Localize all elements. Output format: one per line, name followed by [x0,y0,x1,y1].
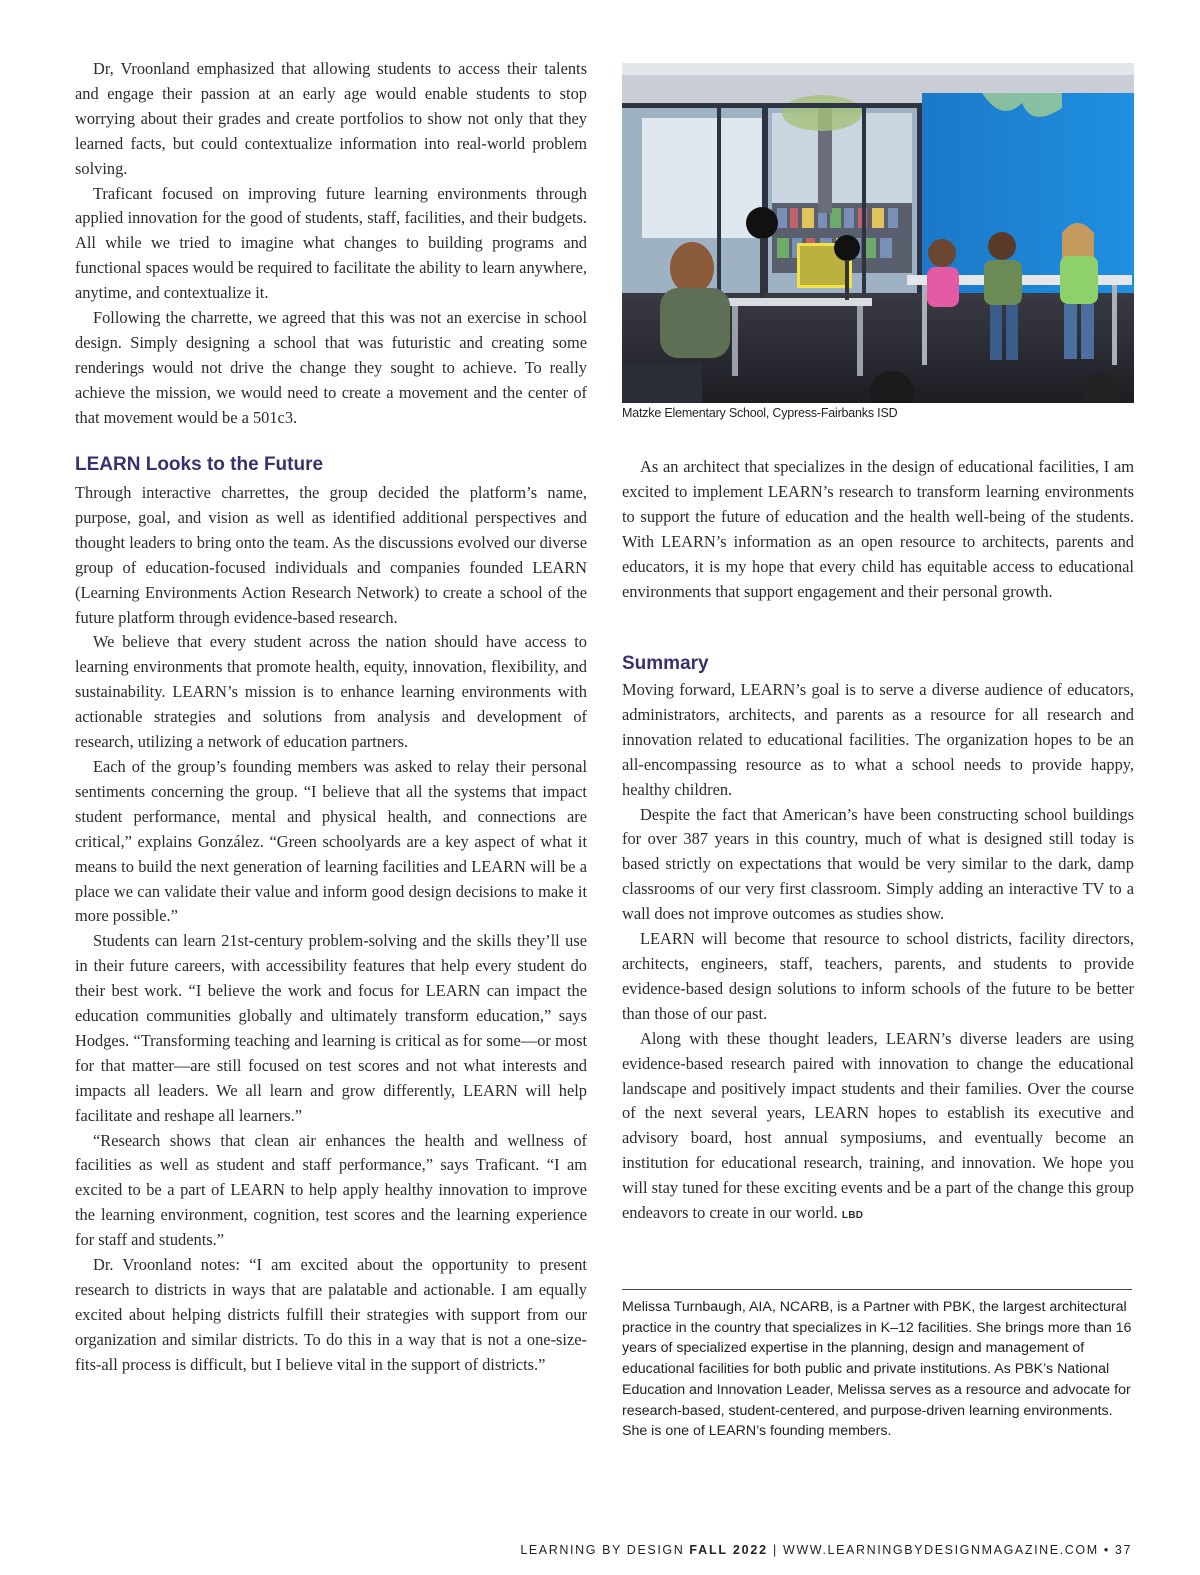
architect-paragraph: As an architect that specializes in the design of educational facilities, I am excited to implement LEARN’s research to transform learning environments to support the future of education and the health well-being of the students. With LEARN’s information as an open resource to architects, parents and educators, it is my hope that every child has equitable access to educational environments that support engagement and their personal growth. [622,457,1134,601]
footer-bullet: • [1103,1543,1110,1557]
section-paragraph: Through interactive charrettes, the group decided the platform’s name, purpose, goal, and vision as well as identified additional perspectives and thought leaders to bring onto the team. As the discussions evolved our diverse group of education-focused individuals and companies founded LEARN (Learning Environments Action Research Network) to create a school of the future platform through evidence-based research. [75,483,587,627]
section-paragraph: We believe that every student across the nation should have access to learning environments that promote health, equity, innovation, flexibility, and sustainability. LEARN’s mission is to enhance learning environments with actionable strategies and solutions from analysis and development of research, utilizing a network of education partners. [75,632,587,752]
photo-caption: Matzke Elementary School, Cypress-Fairbanks ISD [622,406,898,420]
left-section [75,453,587,1378]
author-bio: Melissa Turnbaugh, AIA, NCARB, is a Partner with PBK, the largest architectural practice in the country that specializes in K–12 facilities. She brings more than 16 years of specialized expertise in the planning, design and management of educational facilities for both public and private institutions. As PBK’s National Education and Innovation Leader, Melissa serves as a resource and advocate for research-based, student-centered, and purpose-driven learning environments. She is one of LEARN’s founding members. [622,1299,1132,1440]
page-number: 37 [1114,1543,1132,1557]
section-heading: LEARN Looks to the Future [75,454,324,475]
lbd-end-mark: LBD [841,1210,864,1222]
footer-publication: LEARNING BY DESIGN [520,1543,685,1557]
closing-paragraph-text: Along with these thought leaders, LEARN’s diverse leaders are using evidence-based research paired with innovation to change the educational landscape and positively impact students and their families. Over the course of the next several years, LEARN hopes to establish its executive and advisory board, host annual symposiums, and eventually become an institution for educational research, training, and innovation. We hope you will stay tuned for these exciting events and be a part of the change this group endeavors to create in our world. [622,1028,1134,1223]
intro-paragraph: Traficant focused on improving future learning environments through applied innovation for the good of students, staff, facilities, and their budgets. All while we tried to imagine what changes to building programs and functional spaces would be required to facilitate the ability to learn anywhere, anytime, and contextualize it. [75,183,587,303]
section-paragraph: “Research shows that clean air enhances the health and wellness of facilities as well as student and staff performance,” says Traficant. “I am excited to be a part of LEARN to help apply healthy innovation to improve the learning environment, cognition, test scores and the learning experience for staff and students.” [75,1130,587,1250]
left-column [75,57,587,431]
classroom-photo [622,63,1134,403]
section-paragraph: Dr. Vroonland notes: “I am excited about the opportunity to present research to districts in ways that are palatable and actionable. I am equally excited about helping districts fulfill their strategies with support from our organization and similar districts. To do this in a way that is not a one-size-fits-all process is difficult, but I believe vital in the support of districts.” [75,1255,587,1374]
section-paragraph: Each of the group’s founding members was asked to relay their personal sentiments concerning the group. “I believe that all the systems that impact student performance, mental and physical health, and connections are critical,” explains González. “Green schoolyards are a key aspect of what it means to build the next generation of learning facilities and LEARN will be a place we can validate their value and inform good design decisions to make it more possible.” [75,756,587,926]
summary-paragraph: Despite the fact that American’s have been constructing school buildings for over 387 years in this country, much of what is designed still today is based strictly on expectations that would be very similar to the dark, damp classrooms of our very first classroom. Simply adding an interactive TV to a wall does not improve outcomes as studies show. [622,804,1134,924]
summary-section [622,652,1134,1229]
section-paragraph: Students can learn 21st-century problem-solving and the skills they’ll use in their future careers, with accessibility features that help every student do their best work. “I believe the work and focus for LEARN can impact the education communities globally and ultimately transform education,” says Hodges. “Transforming teaching and learning is critical as for some—or most for that matter—are still focused on test scores and not what interests and impacts all leaders. We all learn and grow differently, LEARN will help facilitate and reshape all learners.” [75,931,587,1125]
summary-paragraph: Moving forward, LEARN’s goal is to serve a diverse audience of educators, administrators, architects, and parents as a resource for all research and innovation related to educational facilities. The organization hopes to be an all-encompassing resource as to what a school needs to provide happy, healthy children. [622,680,1134,799]
classroom-photo-illustration [622,63,1134,403]
closing-paragraph [622,1027,1134,1229]
summary-heading: Summary [622,653,709,674]
bio-divider [622,1289,1132,1290]
footer-issue: FALL 2022 [689,1543,768,1557]
intro-paragraph: Following the charrette, we agreed that this was not an exercise in school design. Simply designing a school that was futuristic and creating some renderings would not drive the change they sought to achieve. To really achieve the mission, we would need to create a movement and the center of that movement would be a 501c3. [75,308,587,427]
footer-separator: | [773,1543,778,1557]
intro-paragraph: Dr, Vroonland emphasized that allowing students to access their talents and engage their passion at an early age would enable students to stop worrying about their grades and create portfolios to show not only that they learned facts, but could contextualize information into real-world problem solving. [75,59,587,178]
page-footer [520,1543,1132,1557]
right-column [622,455,1134,604]
footer-website: WWW.LEARNINGBYDESIGNMAGAZINE.COM [782,1543,1099,1557]
summary-paragraph: LEARN will become that resource to school districts, facility directors, architects, engineers, staff, teachers, parents, and students to provide evidence-based design solutions to inform schools of the future to be better than those of our past. [622,929,1134,1023]
